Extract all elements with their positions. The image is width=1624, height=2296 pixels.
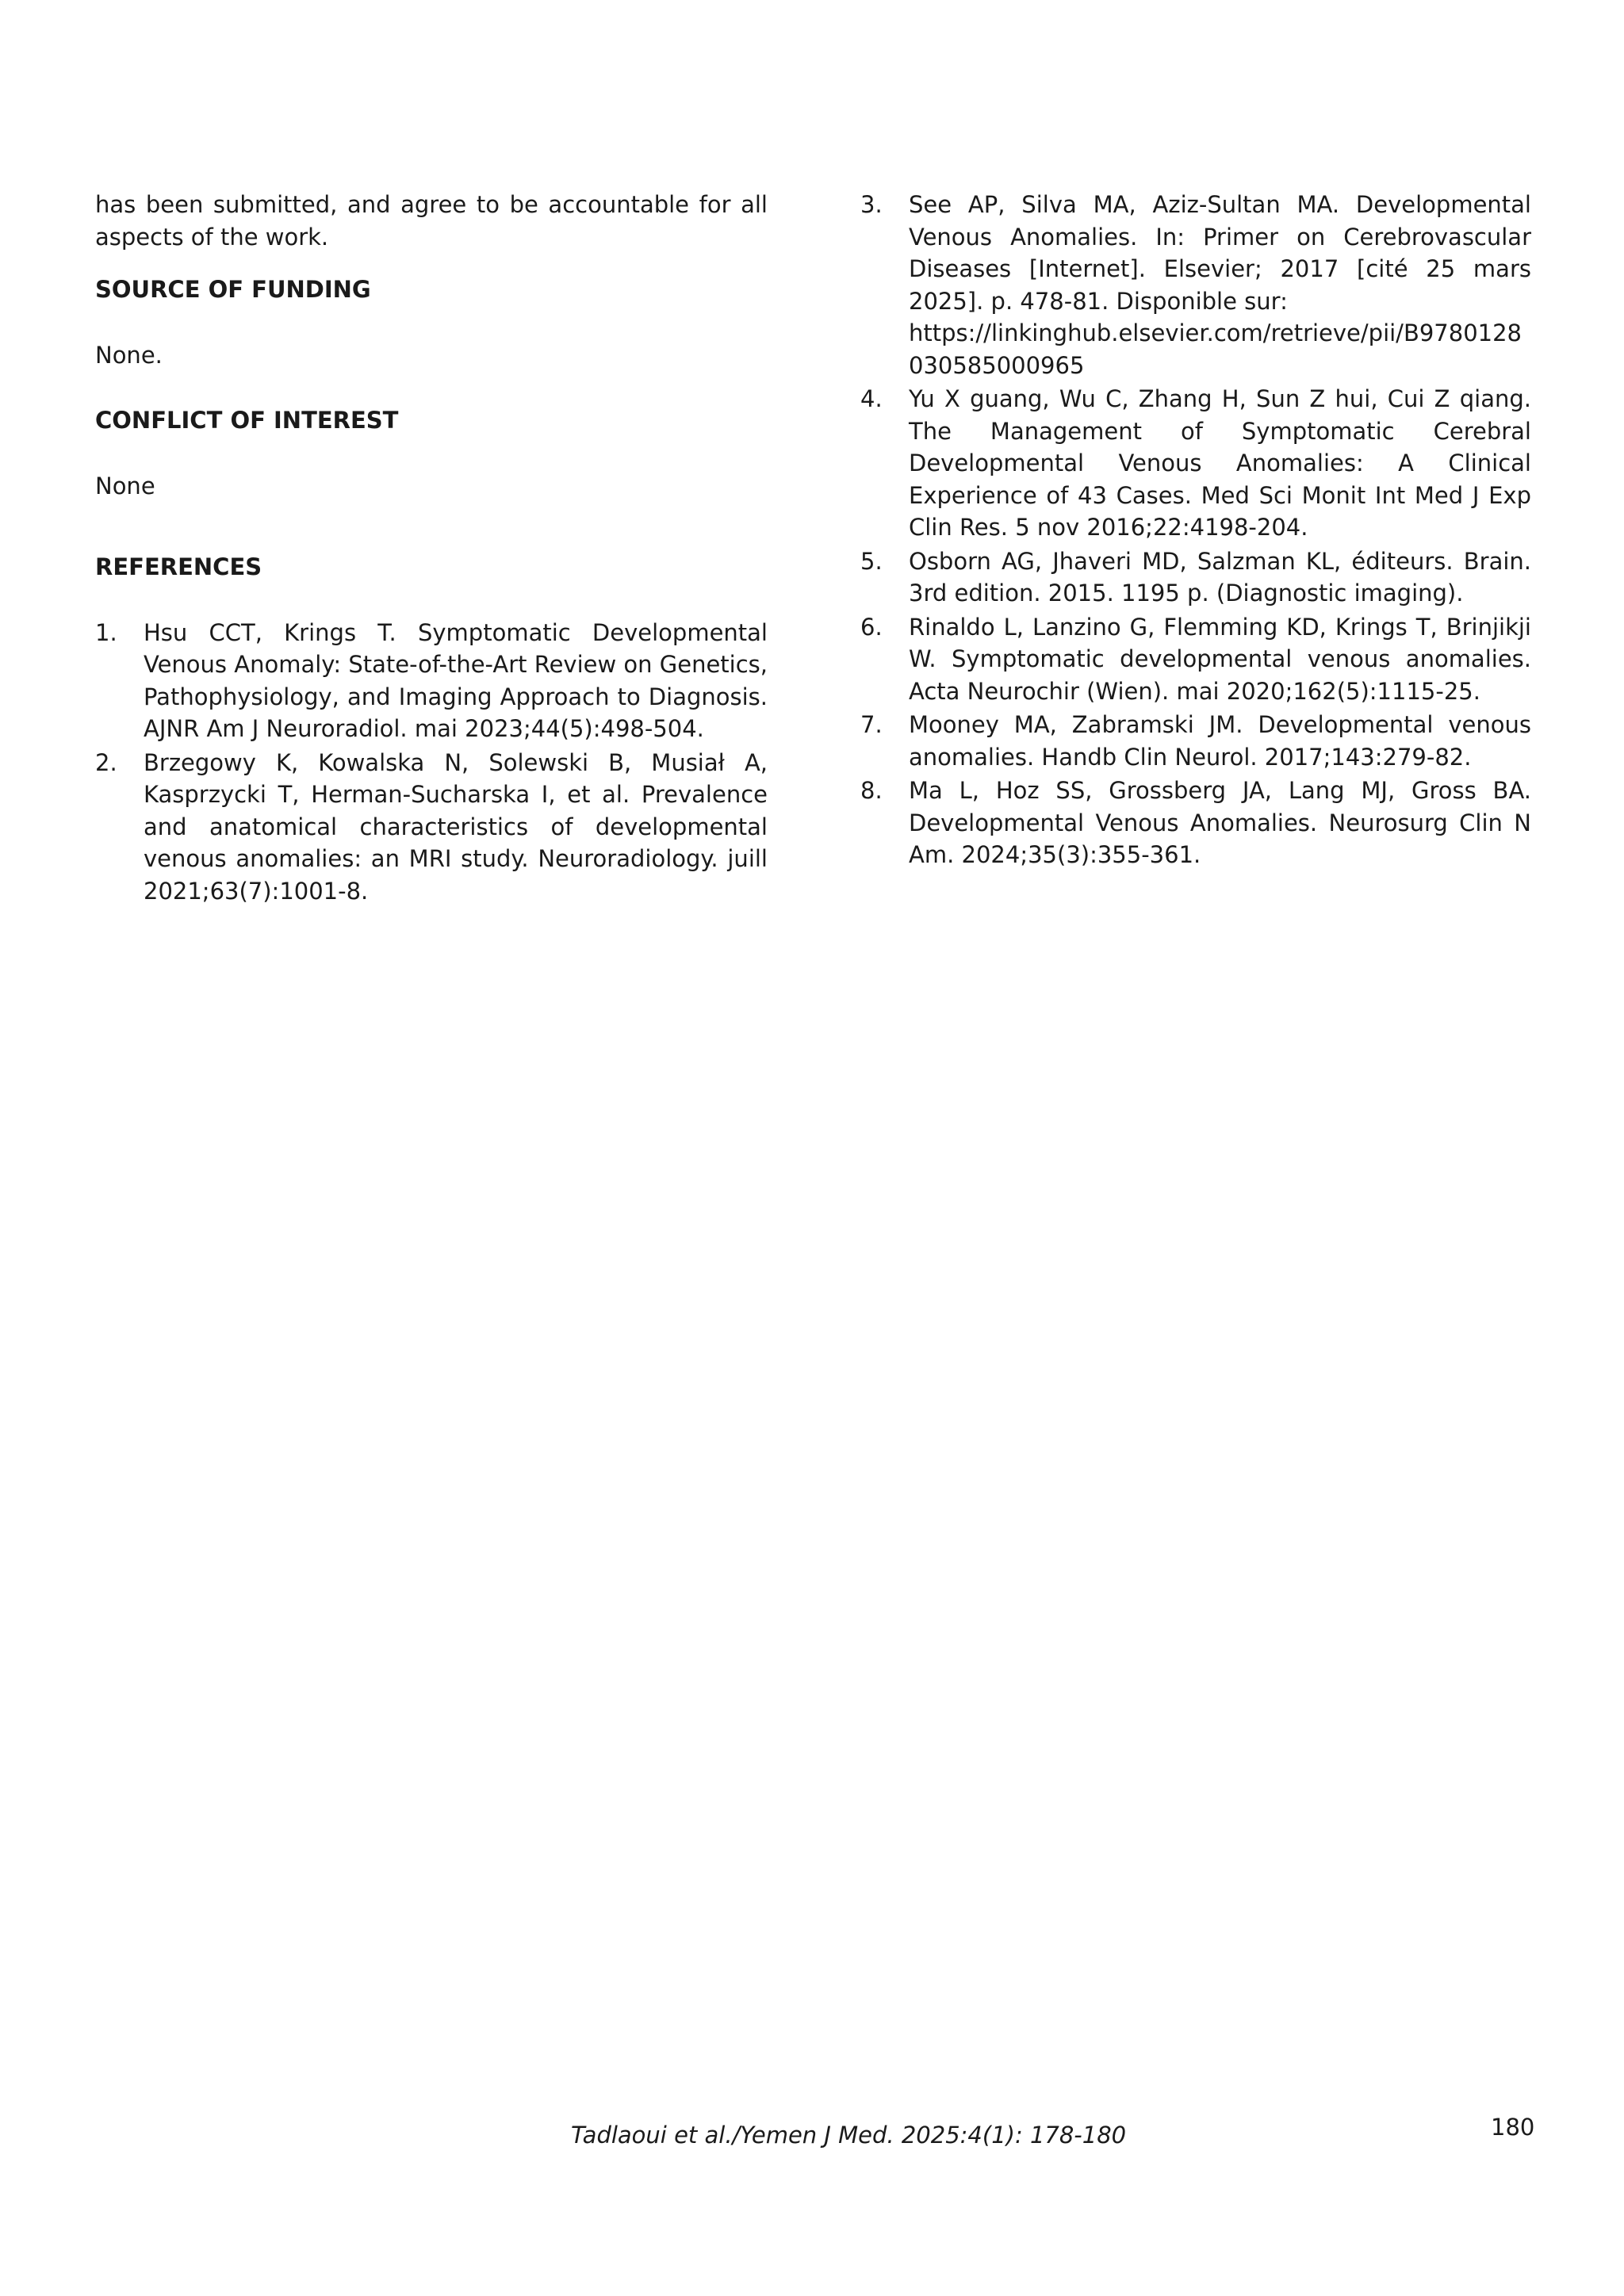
reference-number: 8.: [860, 777, 883, 804]
footer-citation: Tadlaoui et al./Yemen J Med. 2025:4(1): 178-180: [571, 2122, 1127, 2149]
reference-item: [860, 383, 1531, 544]
funding-text: None.: [95, 341, 163, 369]
reference-number: 7.: [860, 711, 883, 738]
reference-text: Mooney MA, Zabramski JM. Developmental venous anomalies. Handb Clin Neurol. 2017;143:279-82.: [909, 711, 1531, 771]
reference-text: Rinaldo L, Lanzino G, Flemming KD, Krings T, Brinjikji W. Symptomatic developmental venous anomalies. Acta Neurochir (Wien). mai 2020;162(5):1115-25.: [909, 613, 1531, 705]
reference-number: 5.: [860, 547, 883, 575]
left-column: [95, 189, 768, 909]
reference-number: 1.: [95, 618, 117, 646]
intro-paragraph: has been submitted, and agree to be accountable for all aspects of the work.: [95, 191, 768, 251]
reference-number: 3.: [860, 191, 883, 218]
reference-number: 6.: [860, 613, 883, 641]
reference-item: [95, 617, 768, 745]
reference-text: Osborn AG, Jhaveri MD, Salzman KL, éditeurs. Brain. 3rd edition. 2015. 1195 p. (Diagnostic imaging).: [909, 547, 1531, 607]
conflict-heading: CONFLICT OF INTEREST: [95, 407, 399, 434]
reference-item: [860, 611, 1531, 708]
references-heading: REFERENCES: [95, 553, 262, 580]
reference-item: [860, 545, 1531, 610]
reference-number: 4.: [860, 385, 883, 412]
reference-item: [860, 189, 1531, 381]
reference-text: Brzegowy K, Kowalska N, Solewski B, Musiał A, Kasprzycki T, Herman-Sucharska I, et al. Prevalence and anatomical characteristics of developmental venous anomalies: an MRI study. Neuroradiology. juill 2021;63(7):1001-8.: [144, 748, 768, 905]
reference-item: [95, 747, 768, 908]
reference-item: [860, 709, 1531, 773]
reference-item: [860, 775, 1531, 871]
reference-text: Hsu CCT, Krings T. Symptomatic Developmental Venous Anomaly: State-of-the-Art Review on Genetics, Pathophysiology, and Imaging Approach to Diagnosis. AJNR Am J Neuroradiol. mai 2023;44(5):498-504.: [144, 618, 768, 742]
reference-text: Yu X guang, Wu C, Zhang H, Sun Z hui, Cui Z qiang. The Management of Symptomatic Cerebral Developmental Venous Anomalies: A Clinical Experience of 43 Cases. Med Sci Monit Int Med J Exp Clin Res. 5 nov 2016;22:4198-204.: [909, 385, 1531, 541]
reference-number: 2.: [95, 748, 117, 776]
funding-heading: SOURCE OF FUNDING: [95, 276, 371, 303]
page-number: 180: [1491, 2114, 1535, 2141]
reference-list-left: [95, 617, 768, 908]
reference-url[interactable]: https://linkinghub.elsevier.com/retrieve/pii/B9780128030585000965: [909, 320, 1522, 379]
reference-text: See AP, Silva MA, Aziz-Sultan MA. Developmental Venous Anomalies. In: Primer on Cerebrovascular Diseases [Internet]. Elsevier; 2017 [cité 25 mars 2025]. p. 478-81. Disponible sur:: [909, 191, 1531, 315]
right-column: [860, 189, 1531, 873]
reference-text: Ma L, Hoz SS, Grossberg JA, Lang MJ, Gross BA. Developmental Venous Anomalies. Neurosurg Clin N Am. 2024;35(3):355-361.: [909, 777, 1531, 868]
reference-list-right: [860, 189, 1531, 871]
conflict-text: None: [95, 472, 155, 499]
